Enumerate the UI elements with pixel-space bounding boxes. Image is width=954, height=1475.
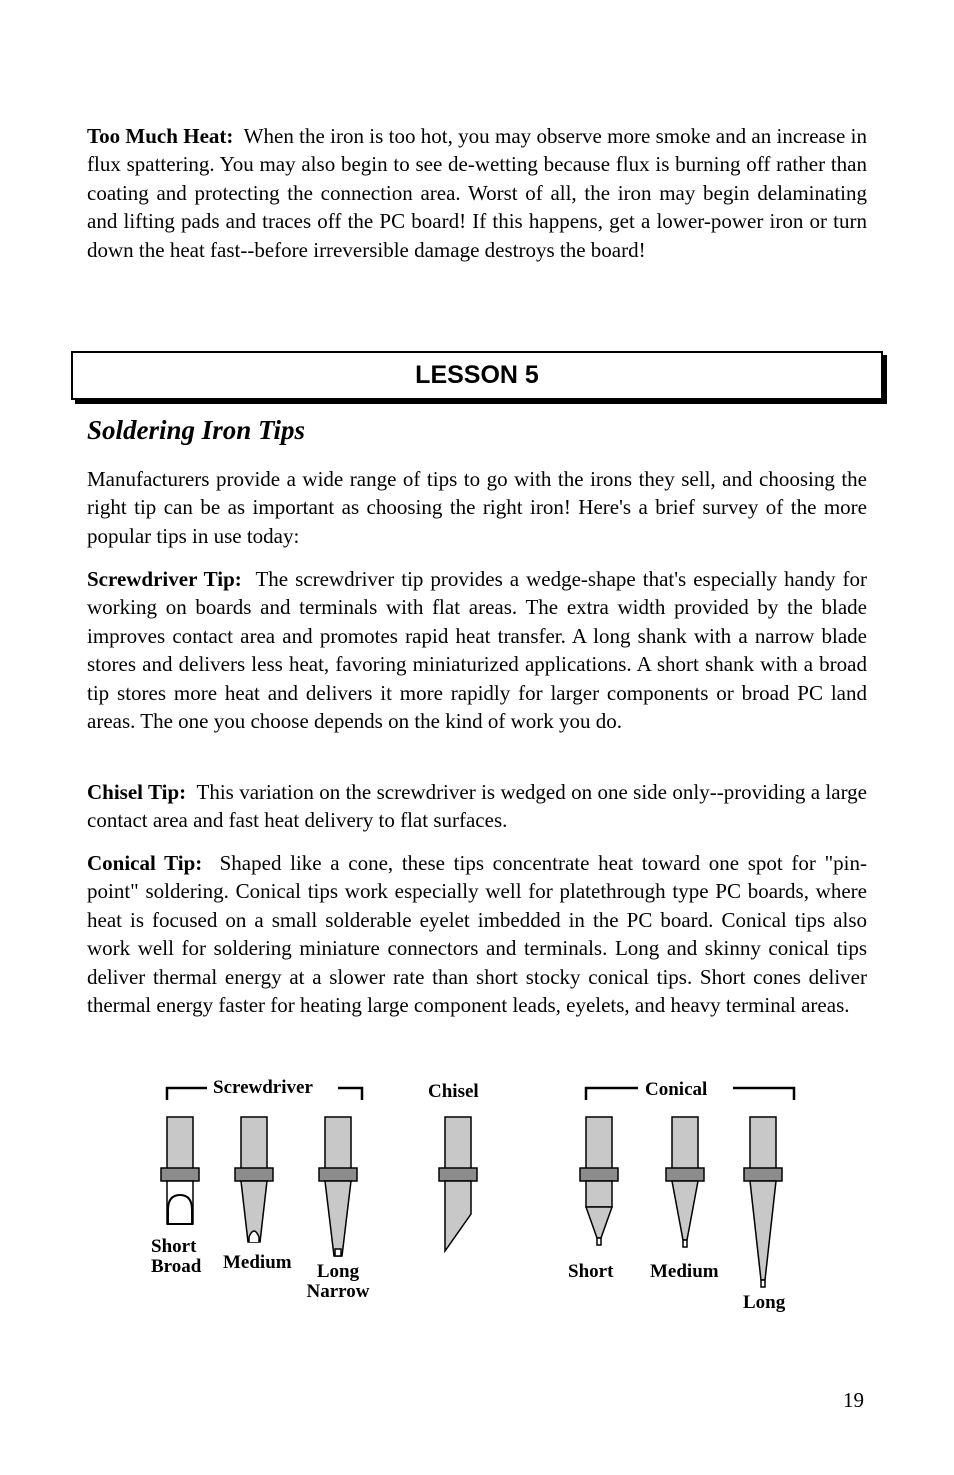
section-title: Soldering Iron Tips	[87, 415, 306, 445]
conical-long-label: Long	[743, 1292, 786, 1313]
lesson-banner	[71, 351, 883, 400]
screwdriver-tip-paragraph	[87, 565, 867, 735]
short-broad-label: Short Broad	[151, 1236, 202, 1277]
conical-tip-paragraph	[87, 849, 867, 1019]
screwdriver-long-narrow-tip-icon	[319, 1117, 357, 1256]
section-intro-paragraph: Manufacturers provide a wide range of tips to go with the irons they sell, and choosing the right tip can be as important as choosing the right iron! Here's a brief survey of the more popular tips in use today:	[87, 467, 867, 548]
chisel-tip-paragraph	[87, 778, 867, 835]
tips-illustration	[0, 1070, 954, 1330]
screwdriver-short-broad-tip-icon	[161, 1117, 199, 1224]
tips-figure	[0, 1070, 954, 1330]
conical-medium-label: Medium	[650, 1261, 719, 1282]
screwdriver-tip-text: The screwdriver tip provides a wedge-shape that's especially handy for working on boards and terminals with flat areas. The extra width provided by the blade improves contact area and promotes rapid heat transfer. A long shank with a narrow blade stores and delivers less heat, favoring miniaturized applications. A short shank with a broad tip stores more heat and delivers it more rapidly for larger components or broad PC land areas. The one you choose depends on the kind of work you do.	[87, 567, 867, 734]
chisel-tip-text: This variation on the screwdriver is wedged on one side only--providing a large contact area and fast heat delivery to flat surfaces.	[87, 780, 867, 833]
page-number: 19	[843, 1388, 864, 1412]
lesson-title: LESSON 5	[415, 361, 539, 389]
screwdriver-medium-label: Medium	[223, 1252, 292, 1273]
conical-short-tip-icon	[580, 1117, 618, 1245]
chisel-group-label: Chisel	[428, 1081, 479, 1102]
conical-group-label: Conical	[645, 1079, 708, 1100]
conical-long-tip-icon	[744, 1117, 782, 1287]
too-much-heat-paragraph	[87, 122, 867, 264]
screwdriver-group-label: Screwdriver	[213, 1077, 313, 1098]
chisel-tip-label: Chisel Tip:	[87, 780, 187, 804]
conical-tip-text: Shaped like a cone, these tips concentrate heat toward one spot for "pin-point" soldering. Conical tips work especially well for platethrough type PC boards, where heat is focused on a small solderable eyelet imbedded in the PC board. Conical tips also work well for soldering miniature connectors and terminals. Long and skinny conical tips deliver thermal energy at a slower rate than short stocky conical tips. Short cones deliver thermal energy faster for heating large component leads, eyelets, and heavy terminal areas.	[87, 851, 867, 1018]
conical-tip-label: Conical Tip:	[87, 851, 203, 875]
conical-medium-tip-icon	[666, 1117, 704, 1247]
screwdriver-tip-label: Screwdriver Tip:	[87, 567, 242, 591]
chisel-tip-icon	[439, 1117, 477, 1251]
too-much-heat-text: When the iron is too hot, you may observe more smoke and an increase in flux spattering. You may also begin to see de-wetting because flux is burning off rather than coating and protecting the connection area. Worst of all, the iron may begin delaminating and lifting pads and traces off the PC board! If this happens, get a lower-power iron or turn down the heat fast--before irreversible damage destroys the board!	[87, 124, 868, 262]
screwdriver-medium-tip-icon	[235, 1117, 273, 1242]
long-narrow-label: Long Narrow	[306, 1261, 370, 1302]
conical-short-label: Short	[568, 1261, 614, 1282]
too-much-heat-label: Too Much Heat:	[87, 124, 234, 148]
